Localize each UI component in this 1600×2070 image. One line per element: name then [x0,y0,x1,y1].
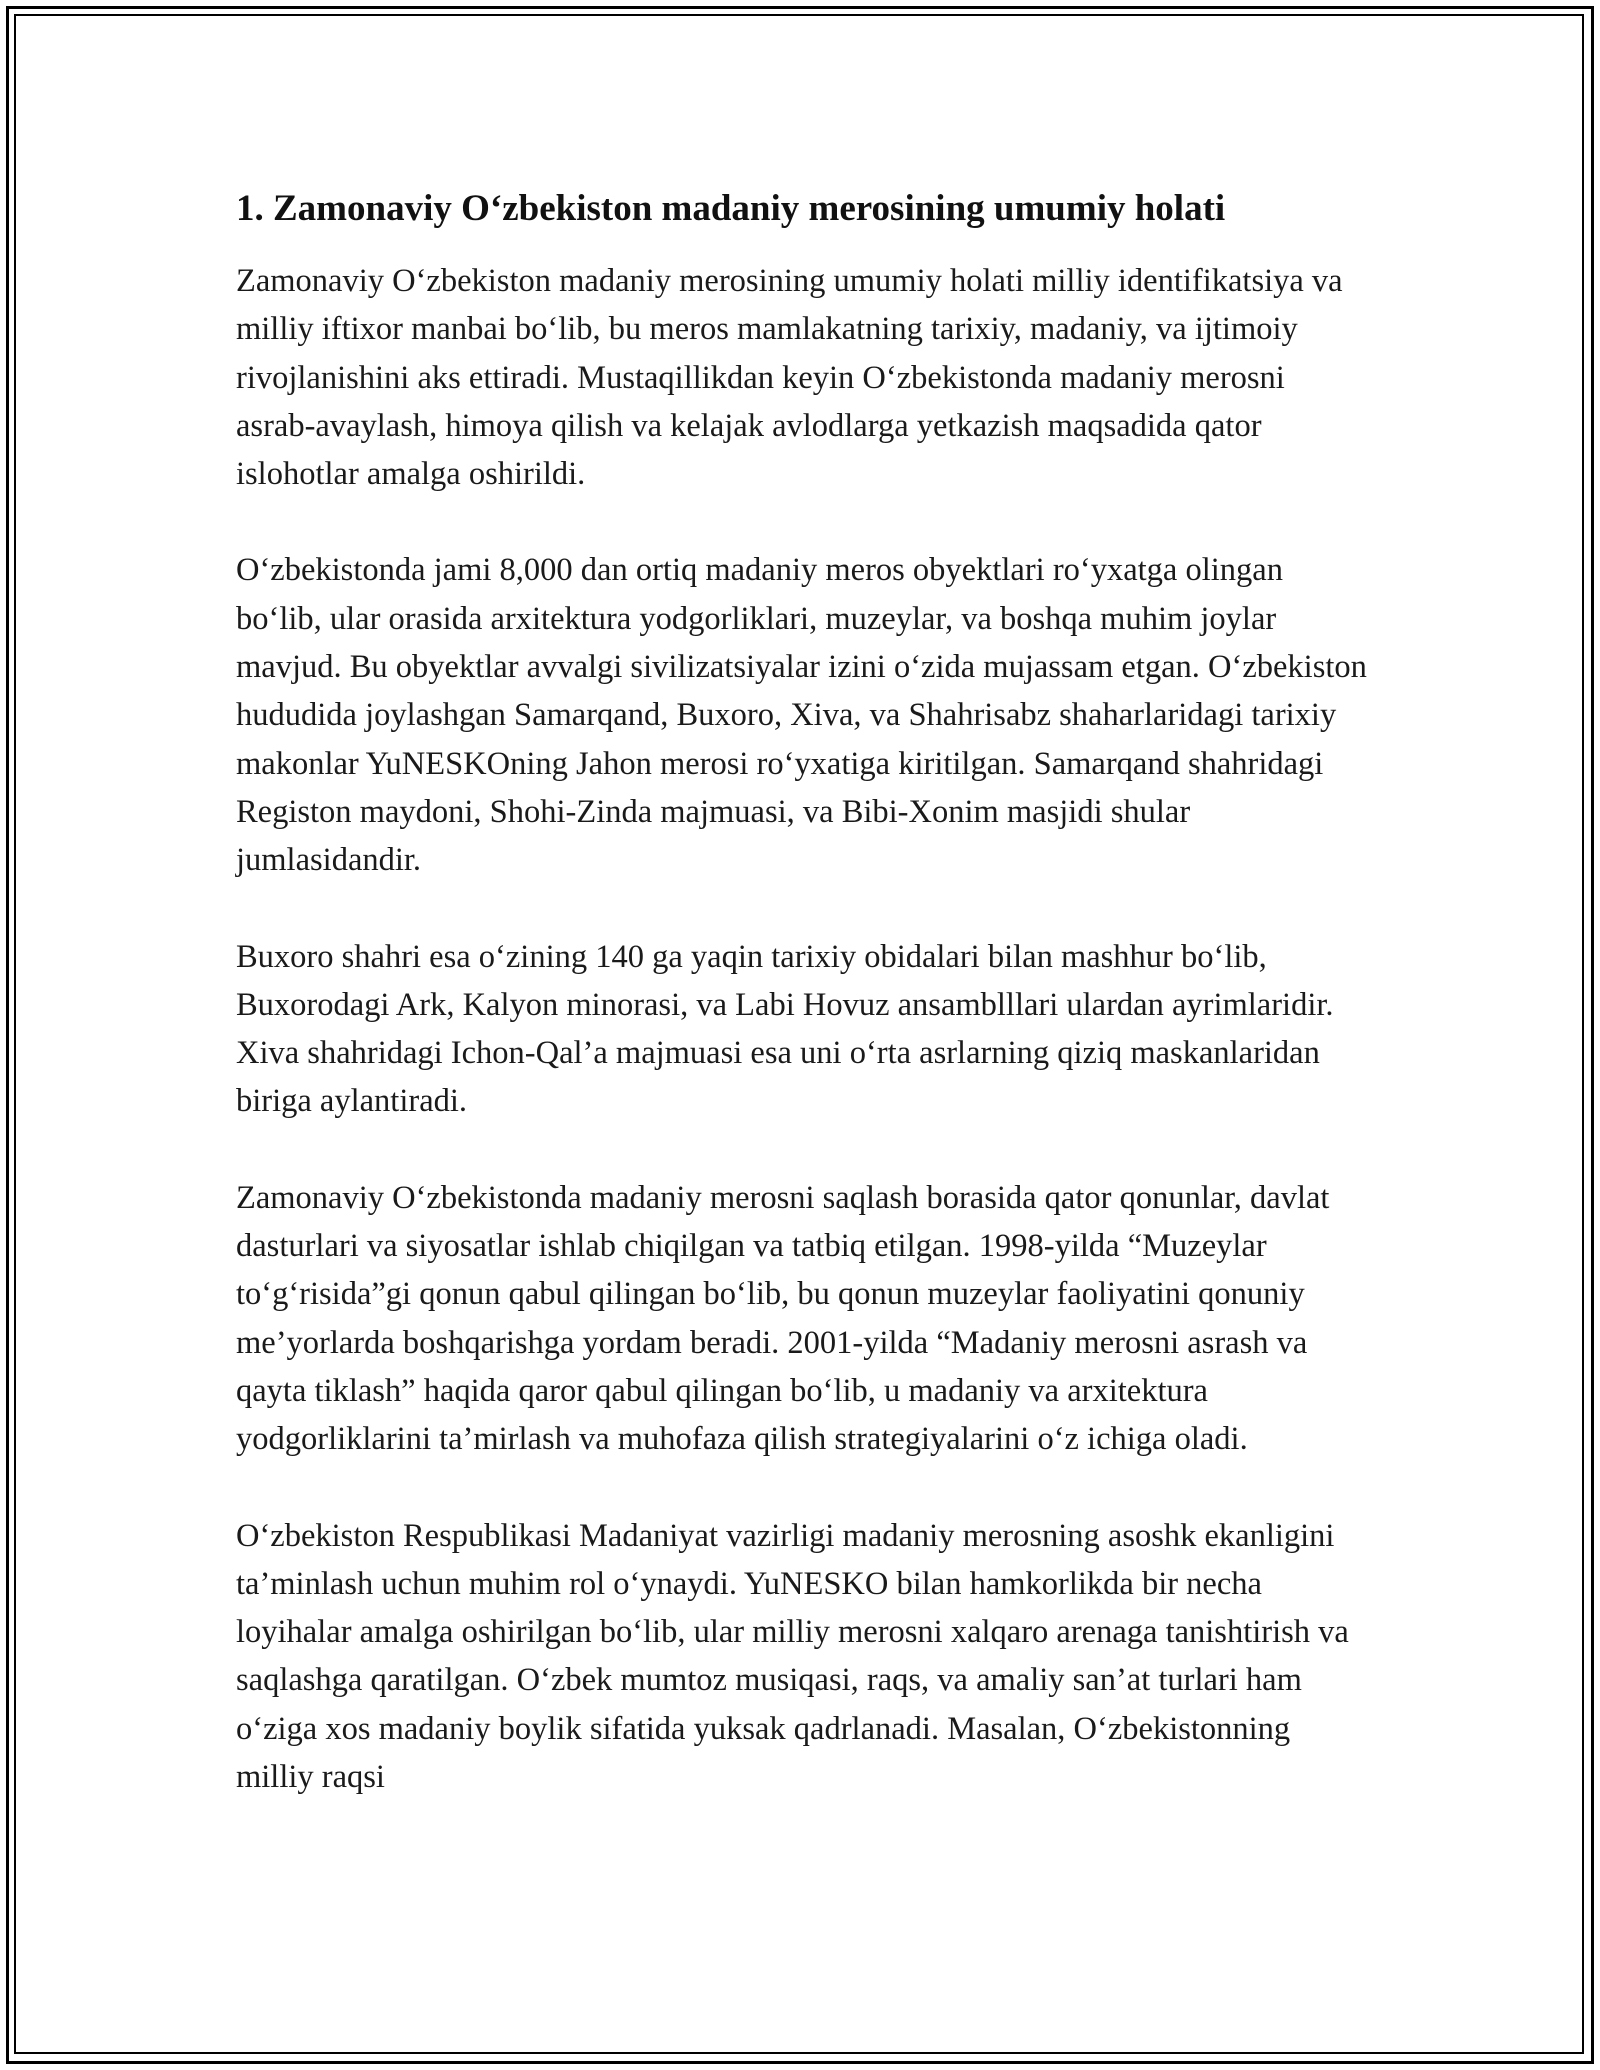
paragraph-2: O‘zbekistonda jami 8,000 dan ortiq madaniy meros obyektlari ro‘yxatga olingan bo‘lib, ular orasida arxitektura yodgorliklari, muzeylar, va boshqa muhim joylar mavjud. Bu obyektlar avvalgi sivilizatsiyalar izini o‘zida mujassam etgan. O‘zbekiston hududida joylashgan Samarqand, Buxoro, Xiva, va Shahrisabz shaharlaridagi tarixiy makonlar YuNESKOning Jahon merosi ro‘yxatiga kiritilgan. Samarqand shahridagi Registon maydoni, Shohi-Zinda majmuasi, va Bibi-Xonim masjidi shular jumlasidandir. [236,552,1367,879]
paragraph-1: Zamonaviy O‘zbekiston madaniy merosining umumiy holati milliy identifikatsiya va milliy iftixor manbai bo‘lib, bu meros mamlakatning tarixiy, madaniy, va ijtimoiy rivojlanishini aks ettiradi. Mustaqillikdan keyin O‘zbekistonda madaniy merosni asrab-avaylash, himoya qilish va kelajak avlodlarga yetkazish maqsadida qator islohotlar amalga oshirildi. [236,263,1343,493]
paragraph-5: O‘zbekiston Respublikasi Madaniyat vazirligi madaniy merosning asoshk ekanligini ta’minlash uchun muhim rol o‘ynaydi. YuNESKO bilan hamkorlikda bir necha loyihalar amalga oshirilgan bo‘lib, ular milliy merosni xalqaro arenaga tanishtirish va saqlashga qaratilgan. O‘zbek mumtoz musiqasi, raqs, va amaliy san’at turlari ham o‘ziga xos madaniy boylik sifatida yuksak qadrlanadi. Masalan, O‘zbekistonning milliy raqsi [236,1517,1349,1796]
paragraph-4: Zamonaviy O‘zbekistonda madaniy merosni saqlash borasida qator qonunlar, davlat dasturlari va siyosatlar ishlab chiqilgan va tatbiq etilgan. 1998-yilda “Muzeylar to‘g‘risida”gi qonun qabul qilingan bo‘lib, bu qonun muzeylar faoliyatini qonuniy me’yorlarda boshqarishga yordam beradi. 2001-yilda “Madaniy merosni asrash va qayta tiklash” haqida qaror qabul qilingan bo‘lib, u madaniy va arxitektura yodgorliklarini ta’mirlash va muhofaza qilish strategiyalarini o‘z ichiga oladi. [236,1179,1330,1458]
section-heading: 1. Zamonaviy O‘zbekiston madaniy merosining umumiy holati [236,188,1226,229]
paragraph-3: Buxoro shahri esa o‘zining 140 ga yaqin tarixiy obidalari bilan mashhur bo‘lib, Buxorodagi Ark, Kalyon minorasi, va Labi Hovuz ansamblllari ulardan ayrimlaridir. Xiva shahridagi Ichon-Qal’a majmuasi esa uni o‘rta asrlarning qiziq maskanlaridan biriga aylantiradi. [236,938,1334,1120]
document-body [236,185,1371,1849]
